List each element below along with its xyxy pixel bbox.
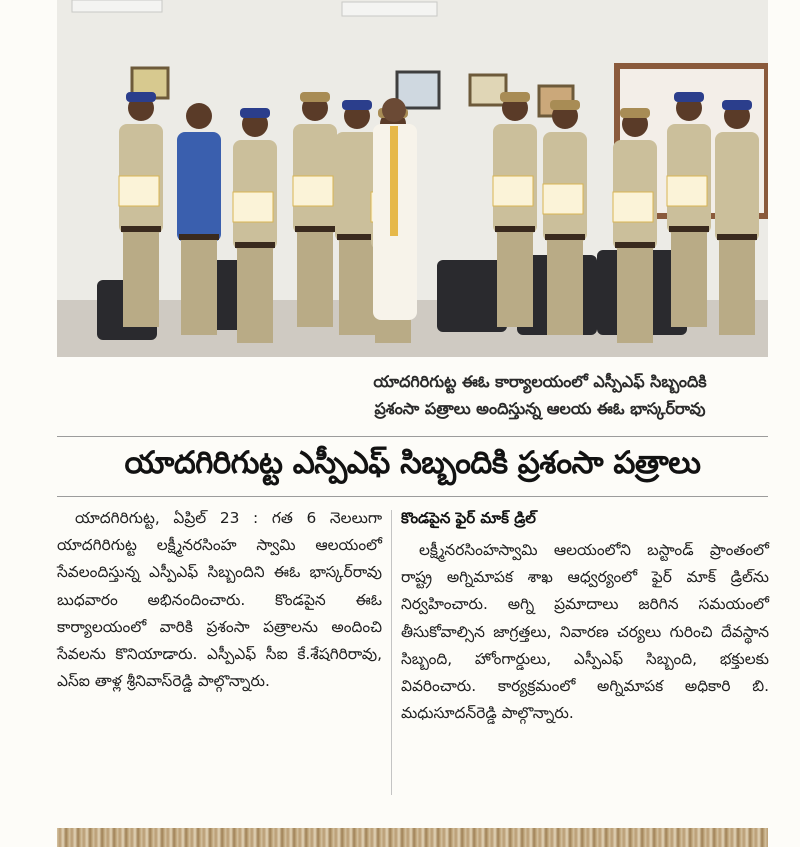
officer-figure: [715, 100, 759, 335]
photo-caption: [300, 360, 780, 430]
news-photo: [57, 0, 768, 357]
side-article-text: లక్ష్మీనరసింహస్వామి ఆలయంలోని బస్టాండ్ ప్రాంతంలో రాష్ట్ర అగ్నిమాపక శాఖ ఆధ్వర్యంలో ఫైర్ మాక్ డ్రిల్‌ను నిర్వహించారు. అగ్ని ప్రమాదాలు జరిగిన సమయంలో తీసుకోవాల్సిన జాగ్రత్తలు, నివారణ చర్యలు గురించి దేవస్థాన సిబ్బంది, హోంగార్డులు, ఎస్పీఎఫ్ సిబ్బంది, భక్తులకు వివరించారు. కార్యక్రమంలో అగ్నిమాపక అధికారి బి. మధుసూదన్‌రెడ్డి పాల్గొన్నారు.: [401, 541, 769, 723]
headline-rule: [57, 496, 768, 497]
main-article: [57, 505, 382, 695]
side-article-subhead: కొండపైన ఫైర్ మాక్ డ్రిల్: [401, 509, 536, 527]
officer-figure: [119, 92, 163, 327]
caption-line-2: ప్రశంసా పత్రాలు అందిస్తున్న ఆలయ ఈఓ భాస్కర్‌రావు: [374, 399, 706, 418]
officer-figure: [613, 108, 657, 343]
headline: యాదగిరిగుట్ట ఎస్పీఎఫ్ సిబ్బందికి ప్రశంసా పత్రాలు: [124, 444, 701, 481]
main-article-text: గత 6 నెలలుగా యాదగిరిగుట్ట లక్ష్మీనరసింహ స్వామి ఆలయంలో సేవలందిస్తున్న ఎస్పీఎఫ్ సిబ్బందిని ఈఓ భాస్కర్‌రావు బుధవారం అభినందించారు. కొండపైన ఈఓ కార్యాలయంలో వారికి ప్రశంసా పత్రాలను అందించి సేవలను కొనియాడారు. ఎస్పీఎఫ్ సీఐ కే.శేషగిరిరావు, ఎస్ఐ తాళ్ల శ్రీనివాస్‌రెడ్డి పాల్గొన్నారు.: [57, 509, 383, 691]
priest-figure: [373, 98, 417, 320]
officer-figure: [177, 103, 221, 335]
officer-figure: [667, 92, 711, 327]
main-article-body: [57, 505, 382, 695]
caption-line-1: యాదగిరిగుట్ట ఈఓ కార్యాలయంలో ఎస్పీఎఫ్ సిబ్బందికి: [373, 372, 707, 391]
officer-figure: [293, 92, 337, 327]
group-photo-illustration: [57, 0, 768, 357]
top-rule: [57, 436, 768, 437]
side-article: [401, 505, 769, 727]
officer-figure: [543, 100, 587, 335]
officer-figure: [233, 108, 277, 343]
side-article-body: [401, 537, 769, 727]
dateline: యాదగిరిగుట్ట, ఏప్రిల్ 23 :: [75, 509, 259, 527]
officer-figure: [493, 92, 537, 327]
column-divider: [391, 510, 392, 795]
next-photo-strip: [57, 828, 768, 847]
